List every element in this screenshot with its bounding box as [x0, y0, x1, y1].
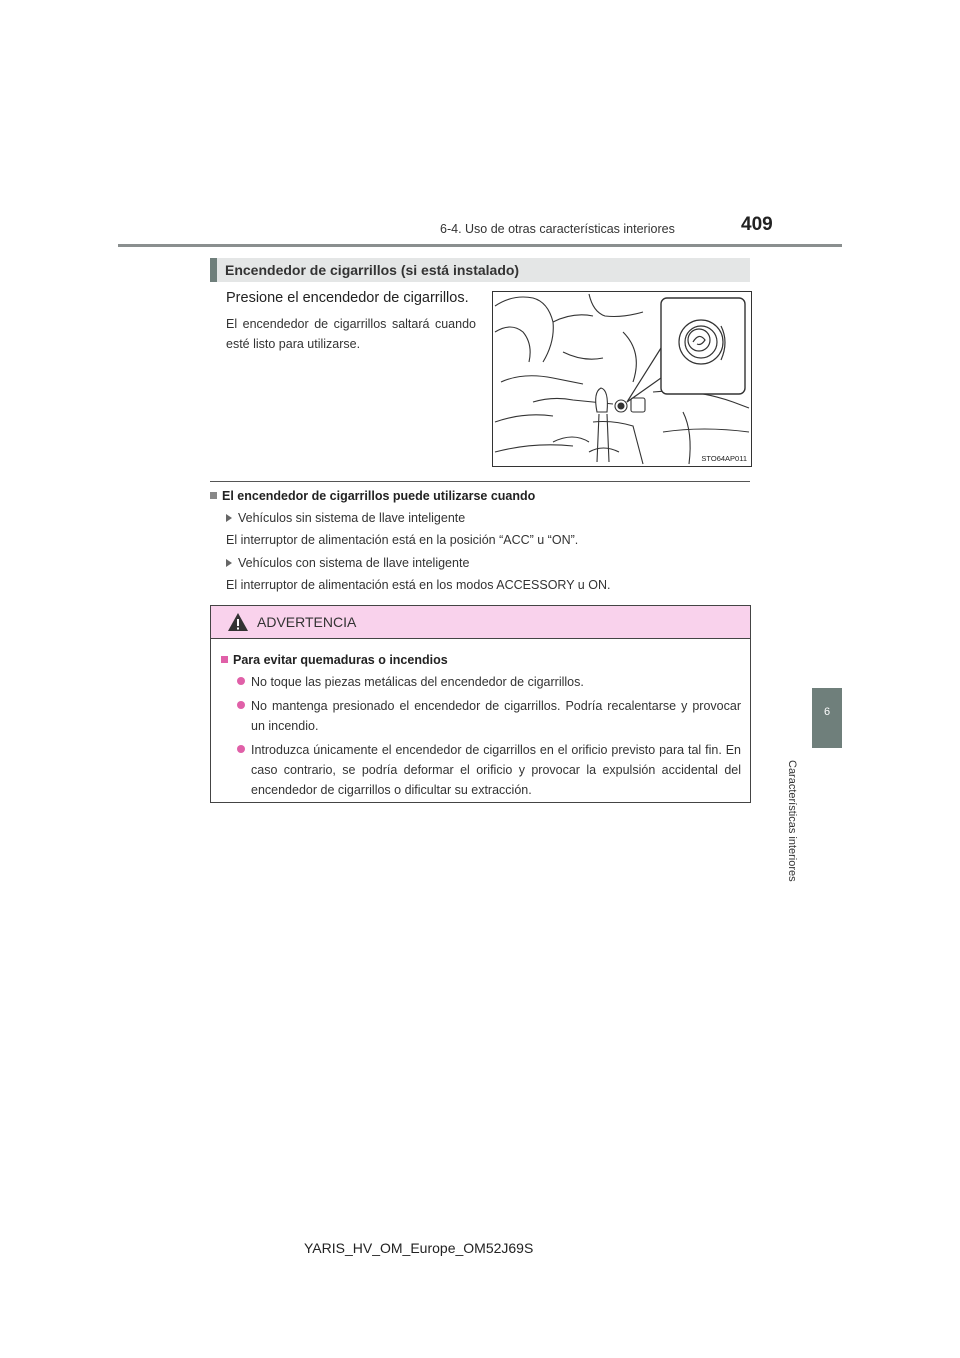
warning-triangle-icon — [227, 612, 249, 632]
step-instruction: Presione el encendedor de cigarrillos. — [226, 290, 469, 306]
usage-item2-text: El interruptor de alimentación está en los modos ACCESSORY u ON. — [226, 578, 611, 592]
dashboard-illustration — [493, 292, 751, 466]
page-number: 409 — [741, 214, 773, 235]
chapter-side-label — [786, 760, 806, 900]
usage-heading — [210, 489, 535, 503]
dot-bullet-icon — [237, 745, 245, 753]
figure-code: STO64AP011 — [701, 454, 747, 463]
arrow-bullet-icon — [226, 559, 232, 567]
dot-bullet-icon — [237, 677, 245, 685]
warning-item-text: No mantenga presionado el encendedor de cigarrillos. Podría recalentarse y provocar un incendio. — [251, 699, 741, 733]
usage-item1-head — [226, 511, 465, 525]
warning-item — [237, 740, 741, 800]
warning-subtitle-text: Para evitar quemaduras o incendios — [233, 653, 448, 667]
warning-title: ADVERTENCIA — [257, 614, 357, 630]
square-bullet-icon — [210, 492, 217, 499]
warning-item — [237, 696, 741, 736]
chapter-tab-number: 6 — [823, 706, 831, 718]
arrow-bullet-icon — [226, 514, 232, 522]
dot-bullet-icon — [237, 701, 245, 709]
header-divider — [118, 244, 842, 247]
usage-item1-text: El interruptor de alimentación está en la posición “ACC” u “ON”. — [226, 533, 579, 547]
section-title-bar — [210, 258, 217, 282]
warning-box — [210, 605, 751, 803]
chapter-side-label-text: Características interiores — [786, 760, 798, 882]
warning-item-text: No toque las piezas metálicas del encendedor de cigarrillos. — [251, 675, 584, 689]
warning-item-text: Introduzca únicamente el encendedor de cigarrillos en el orificio previsto para tal fin. En caso contrario, se podría deformar el orificio y provocar la expulsión accidental del encendedor de cigarrillos o dificultar su extracción. — [251, 743, 741, 797]
section-title-text: Encendedor de cigarrillos (si está instalado) — [225, 262, 520, 278]
usage-item2-head-text: Vehículos con sistema de llave inteligente — [238, 556, 470, 570]
warning-subtitle — [221, 650, 448, 670]
illustration-cigarette-lighter — [492, 291, 752, 467]
warning-header — [211, 606, 750, 639]
section-title — [210, 258, 750, 282]
header-section-title: 6-4. Uso de otras características interiores — [440, 222, 675, 236]
step-note: El encendedor de cigarrillos saltará cuando esté listo para utilizarse. — [226, 317, 476, 351]
section-divider — [210, 481, 750, 482]
square-bullet-icon — [221, 656, 228, 663]
usage-heading-text: El encendedor de cigarrillos puede utilizarse cuando — [222, 489, 536, 503]
usage-item2-head — [226, 556, 469, 570]
chapter-tab — [812, 688, 842, 748]
document-footer-code: YARIS_HV_OM_Europe_OM52J69S — [304, 1240, 534, 1256]
warning-item — [237, 672, 741, 692]
usage-item1-head-text: Vehículos sin sistema de llave inteligente — [238, 511, 466, 525]
